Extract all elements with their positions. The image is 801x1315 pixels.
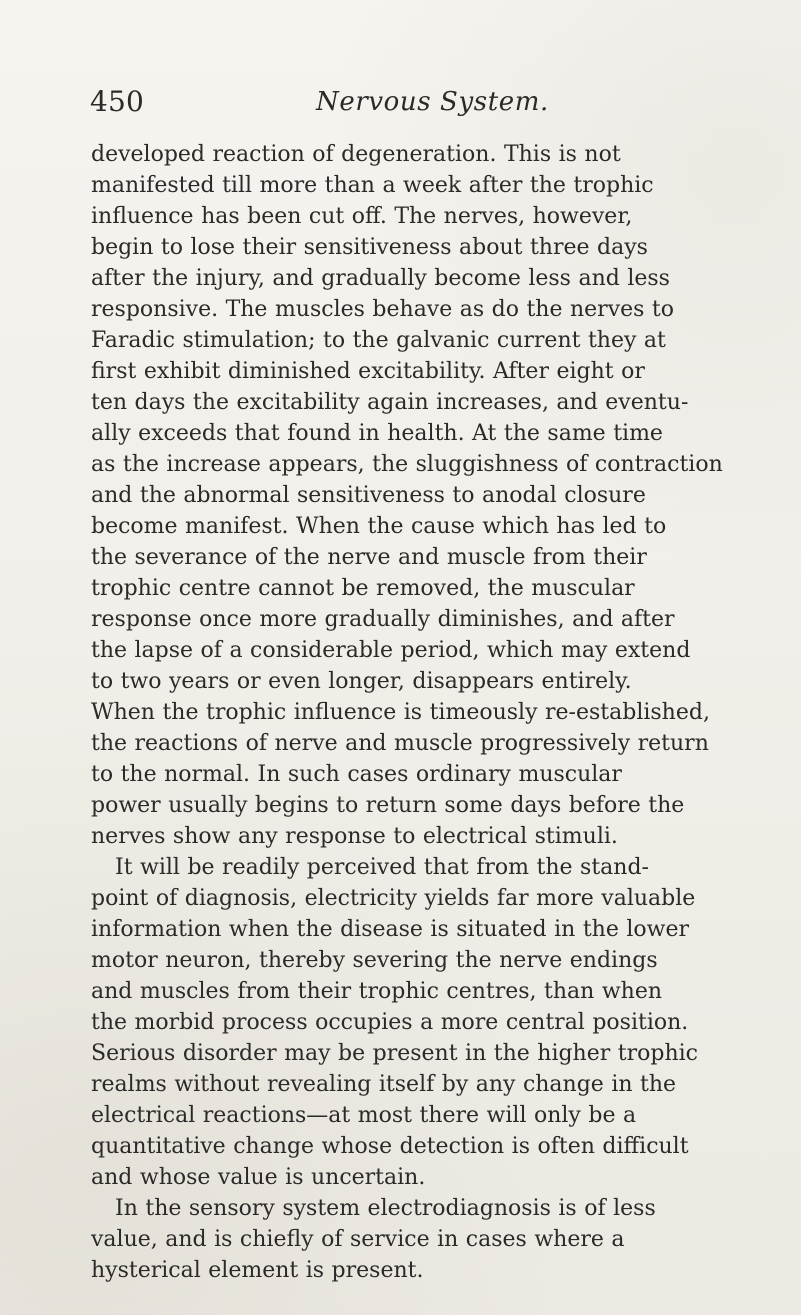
text-line: nerves show any response to electrical stimuli. [91, 824, 618, 849]
text-line: When the trophic influence is timeously re-established, [91, 700, 710, 725]
text-line: the lapse of a considerable period, which may extend [91, 638, 691, 663]
text-line: and whose value is uncertain. [91, 1165, 426, 1190]
text-line: to two years or even longer, disappears entirely. [91, 669, 632, 694]
text-line: begin to lose their sensitiveness about three days [91, 235, 648, 260]
running-head: Nervous System. [316, 87, 549, 117]
text-line: and muscles from their trophic centres, than when [91, 979, 663, 1004]
text-line: the severance of the nerve and muscle from their [91, 545, 647, 570]
text-line: the morbid process occupies a more central position. [91, 1010, 689, 1035]
text-line: influence has been cut off. The nerves, however, [91, 204, 633, 229]
text-line: information when the disease is situated in the lower [91, 917, 689, 942]
page-header [90, 86, 729, 122]
text-line: the reactions of nerve and muscle progressively return [91, 731, 709, 756]
text-line: to the normal. In such cases ordinary muscular [91, 762, 622, 787]
text-line: developed reaction of degeneration. This is not [91, 142, 621, 167]
text-line: Faradic stimulation; to the galvanic current they at [91, 328, 666, 353]
text-line: motor neuron, thereby severing the nerve endings [91, 948, 658, 973]
text-line: become manifest. When the cause which has led to [91, 514, 667, 539]
text-line: as the increase appears, the sluggishness of contraction [91, 452, 723, 477]
text-line: after the injury, and gradually become less and less [91, 266, 670, 291]
text-line: quantitative change whose detection is often difficult [91, 1134, 689, 1159]
text-line: power usually begins to return some days before the [91, 793, 685, 818]
text-line: point of diagnosis, electricity yields far more valuable [91, 886, 696, 911]
text-line: manifested till more than a week after the trophic [91, 173, 654, 198]
text-line: hysterical element is present. [91, 1258, 424, 1283]
page-number: 450 [90, 85, 145, 118]
text-line: response once more gradually diminishes, and after [91, 607, 675, 632]
text-line: first exhibit diminished excitability. After eight or [91, 359, 645, 384]
text-line: realms without revealing itself by any change in the [91, 1072, 677, 1097]
text-line: responsive. The muscles behave as do the nerves to [91, 297, 675, 322]
paragraph-first-line: It will be readily perceived that from the stand- [115, 855, 649, 880]
text-line: trophic centre cannot be removed, the muscular [91, 576, 635, 601]
text-line: Serious disorder may be present in the higher trophic [91, 1041, 698, 1066]
body-text [91, 139, 753, 1286]
text-line: ally exceeds that found in health. At the same time [91, 421, 663, 446]
text-line: value, and is chiefly of service in cases where a [91, 1227, 625, 1252]
text-line: ten days the excitability again increases, and eventu- [91, 390, 689, 415]
text-line: and the abnormal sensitiveness to anodal closure [91, 483, 646, 508]
text-line: electrical reactions—at most there will only be a [91, 1103, 637, 1128]
paragraph-first-line: In the sensory system electrodiagnosis is of less [115, 1196, 656, 1221]
